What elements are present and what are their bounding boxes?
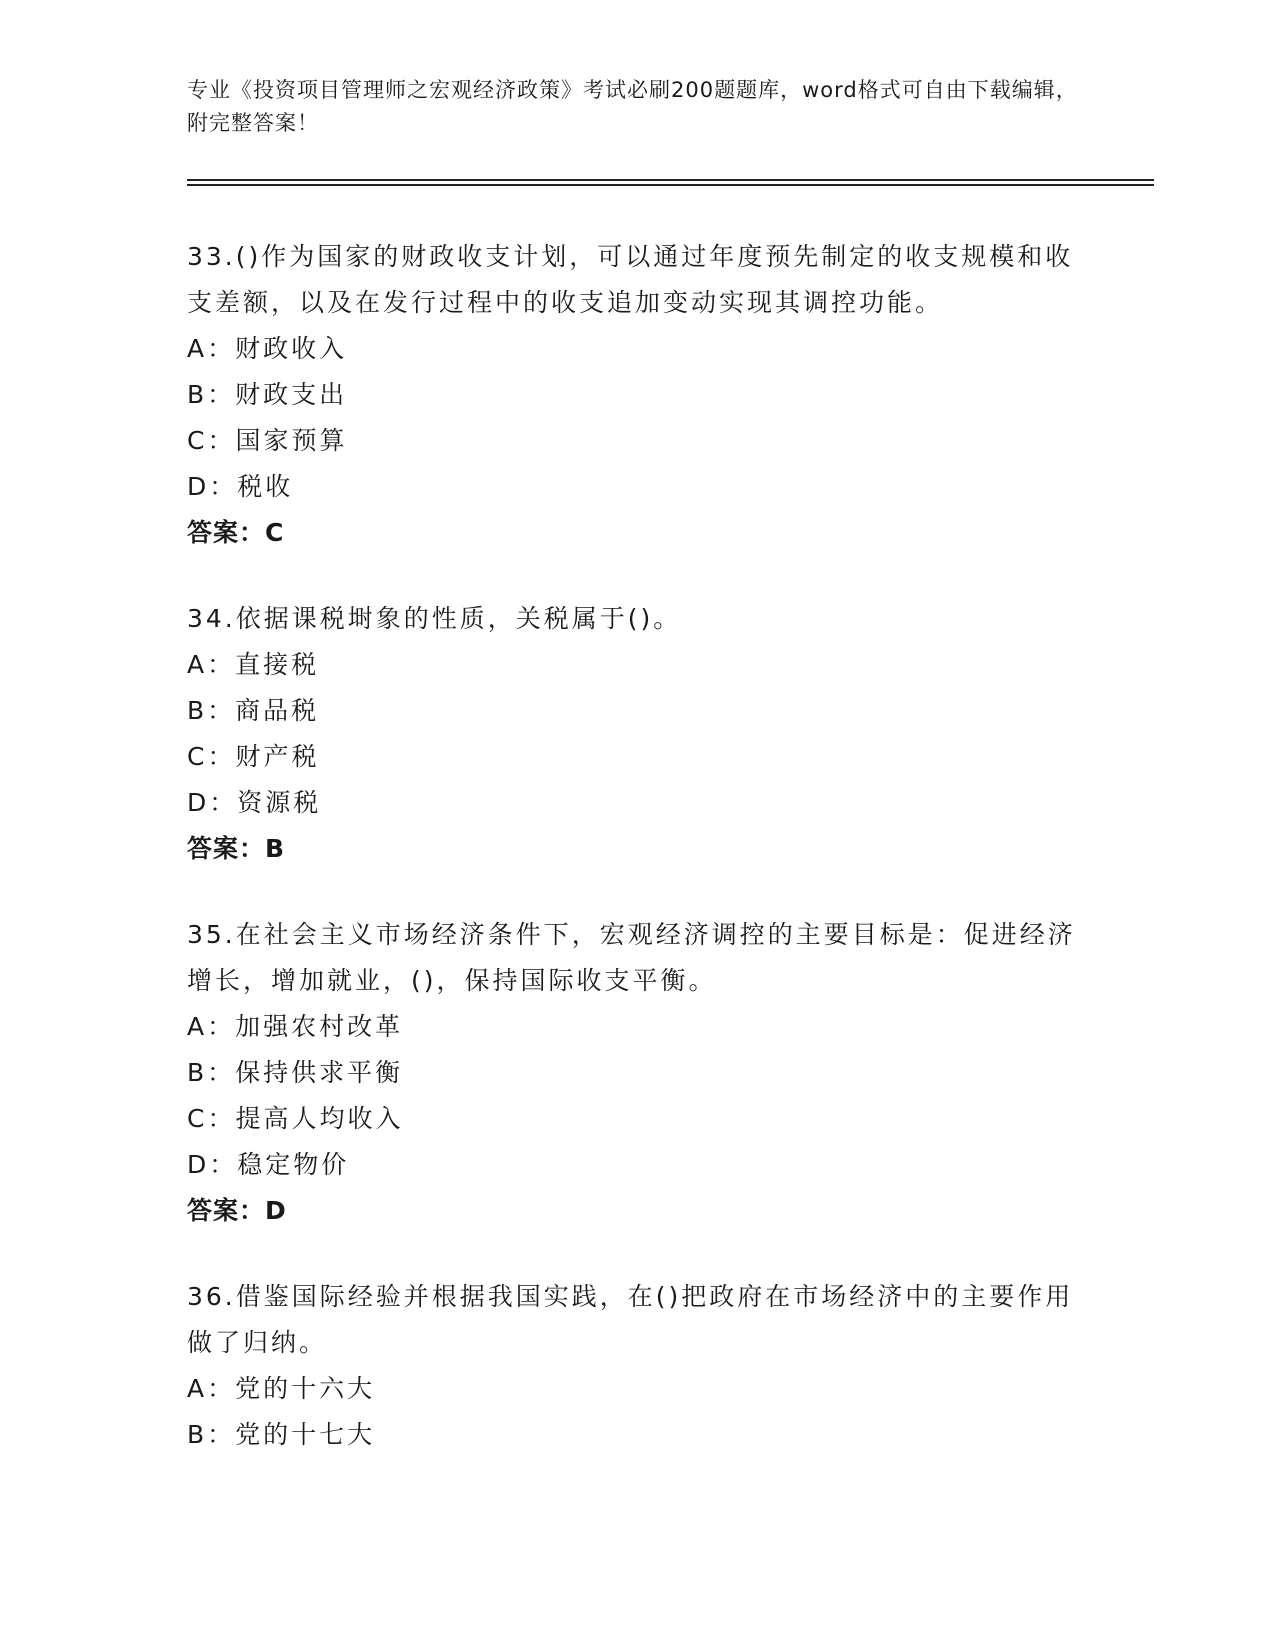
document-header: 专业《投资项目管理师之宏观经济政策》考试必刷200题题库，word格式可自由下载编辑，附完整答案！ — [187, 78, 1078, 135]
option-d: D：税收 — [187, 472, 294, 501]
question-stem: 35.在社会主义市场经济条件下，宏观经济调控的主要目标是：促进经济增长，增加就业，()，保持国际收支平衡。 — [187, 920, 1076, 995]
option-c: C：国家预算 — [187, 426, 348, 455]
question-36 — [187, 1274, 1087, 1458]
option-b: B：保持供求平衡 — [187, 1058, 404, 1087]
option-b: B：商品税 — [187, 696, 320, 725]
option-d: D：资源税 — [187, 788, 322, 817]
answer: 答案：D — [187, 1196, 287, 1225]
option-a: A：党的十六大 — [187, 1374, 376, 1403]
option-c: C：提高人均收入 — [187, 1104, 404, 1133]
option-a: A：财政收入 — [187, 334, 348, 363]
question-stem: 34.依据课税埘象的性质，关税属于()。 — [187, 604, 682, 633]
question-stem: 33.()作为国家的财政收支计划，可以通过年度预先制定的收支规模和收支差额，以及在发行过程中的收支追加变动实现其调控功能。 — [187, 242, 1074, 317]
option-b: B：财政支出 — [187, 380, 348, 409]
answer: 答案：C — [187, 518, 285, 547]
option-a: A：直接税 — [187, 650, 320, 679]
option-d: D：稳定物价 — [187, 1150, 350, 1179]
answer: 答案：B — [187, 834, 286, 863]
question-35 — [187, 912, 1087, 1234]
question-list — [187, 234, 1087, 1498]
question-34 — [187, 596, 1087, 872]
option-a: A：加强农村改革 — [187, 1012, 404, 1041]
question-33 — [187, 234, 1087, 556]
header-divider-bottom — [187, 184, 1154, 186]
option-b: B：党的十七大 — [187, 1420, 376, 1449]
question-stem: 36.借鉴国际经验并根据我国实践，在()把政府在市场经济中的主要作用做了归纳。 — [187, 1282, 1074, 1357]
option-c: C：财产税 — [187, 742, 320, 771]
header-divider-top — [187, 179, 1154, 181]
